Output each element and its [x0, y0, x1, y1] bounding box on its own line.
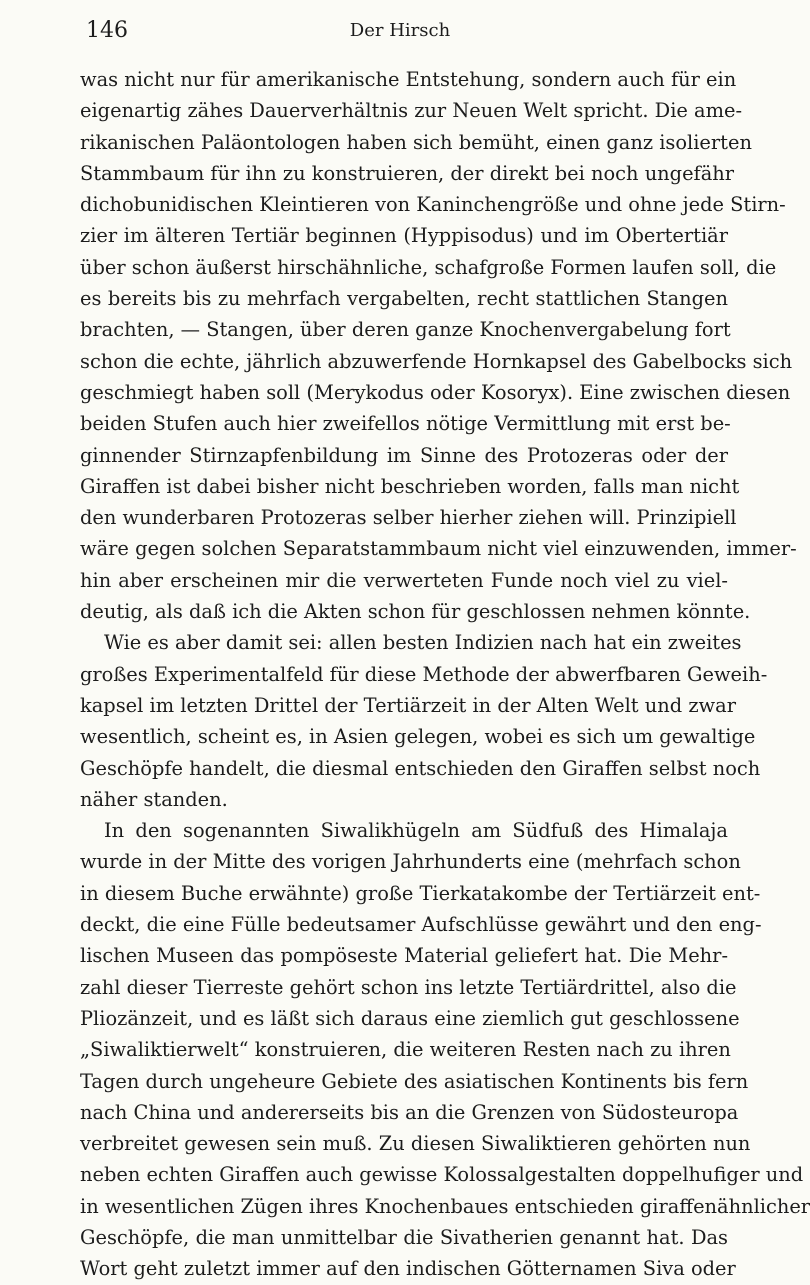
text-line: es bereits bis zu mehrfach vergabelten, recht stattlichen Stangen — [80, 287, 728, 311]
text-line: Tagen durch ungeheure Gebiete des asiatischen Kontinents bis fern — [80, 1069, 749, 1093]
text-line: zahl dieser Tierreste gehört schon ins letzte Tertiärdrittel, also die — [80, 975, 737, 999]
text-line: schon die echte, jährlich abzuwerfende Hornkapsel des Gabelbocks sich — [80, 349, 793, 373]
text-line: wurde in der Mitte des vorigen Jahrhunderts eine (mehrfach schon — [80, 850, 741, 874]
text-line: zier im älteren Tertiär beginnen (Hyppisodus) und im Obertertiär — [80, 224, 728, 248]
running-title: Der Hirsch — [349, 20, 451, 41]
text-line: kapsel im letzten Drittel der Tertiärzeit in der Alten Welt und zwar — [80, 693, 736, 717]
page-number: 146 — [86, 18, 128, 43]
text-line: verbreitet gewesen sein muß. Zu diesen Siwaliktieren gehörten nun — [80, 1132, 751, 1156]
text-line: großes Experimentalfeld für diese Methode der abwerfbaren Geweih- — [80, 662, 768, 686]
text-line: wäre gegen solchen Separatstammbaum nicht viel einzuwenden, immer- — [80, 537, 797, 561]
text-line: Wort geht zuletzt immer auf den indischen Götternamen Siva oder — [80, 1257, 736, 1281]
text-line: Geschöpfe, die man unmittelbar die Sivatherien genannt hat. Das — [80, 1225, 728, 1249]
text-line: wesentlich, scheint es, in Asien gelegen, wobei es sich um gewaltige — [80, 725, 756, 749]
text-line: Giraffen ist dabei bisher nicht beschrieben worden, falls man nicht — [80, 474, 740, 498]
text-line: brachten, — Stangen, über deren ganze Knochenvergabelung fort — [80, 318, 731, 342]
text-line: in wesentlichen Zügen ihres Knochenbaues entschieden giraffenähnlicher — [80, 1194, 810, 1218]
text-line: lischen Museen das pompöseste Material geliefert hat. Die Mehr- — [80, 944, 728, 968]
text-line: beiden Stufen auch hier zweifellos nötige Vermittlung mit erst be- — [80, 412, 731, 436]
text-line: über schon äußerst hirschähnliche, schafgroße Formen laufen soll, die — [80, 255, 777, 279]
text-line: In den sogenannten Siwalikhügeln am Südfuß des Himalaja — [104, 819, 728, 843]
text-line: Geschöpfe handelt, die diesmal entschieden den Giraffen selbst noch — [80, 756, 761, 780]
text-line: näher standen. — [80, 787, 228, 811]
text-line: eigenartig zähes Dauerverhältnis zur Neuen Welt spricht. Die ame- — [80, 99, 743, 123]
text-line: hin aber erscheinen mir die verwerteten Funde noch viel zu viel- — [80, 568, 728, 592]
text-line: geschmiegt haben soll (Merykodus oder Kosoryx). Eine zwischen diesen — [80, 380, 791, 404]
text-line: ginnender Stirnzapfenbildung im Sinne des Protozeras oder der — [80, 443, 728, 467]
text-line: „Siwaliktierwelt“ konstruieren, die weiteren Resten nach zu ihren — [80, 1038, 731, 1062]
body-text — [80, 64, 810, 1285]
text-line: in diesem Buche erwähnte) große Tierkatakombe der Tertiärzeit ent- — [80, 881, 761, 905]
text-line: deutig, als daß ich die Akten schon für geschlossen nehmen könnte. — [80, 600, 751, 624]
text-line: Wie es aber damit sei: allen besten Indizien nach hat ein zweites — [104, 631, 742, 655]
text-line: nach China und andererseits bis an die Grenzen von Südosteuropa — [80, 1100, 739, 1124]
text-line: rikanischen Paläontologen haben sich bemüht, einen ganz isolierten — [80, 130, 752, 154]
text-line: Stammbaum für ihn zu konstruieren, der direkt bei noch ungefähr — [80, 161, 735, 185]
text-line: was nicht nur für amerikanische Entstehung, sondern auch für ein — [80, 68, 737, 91]
text-line: Pliozänzeit, und es läßt sich daraus eine ziemlich gut geschlossene — [80, 1006, 740, 1030]
text-line: den wunderbaren Protozeras selber hierher ziehen will. Prinzipiell — [80, 506, 737, 530]
text-line: dichobunidischen Kleintieren von Kaninchengröße und ohne jede Stirn- — [80, 193, 786, 217]
text-line: neben echten Giraffen auch gewisse Kolossalgestalten doppelhufiger und — [80, 1163, 804, 1187]
text-line: deckt, die eine Fülle bedeutsamer Aufschlüsse gewährt und den eng- — [80, 913, 762, 937]
